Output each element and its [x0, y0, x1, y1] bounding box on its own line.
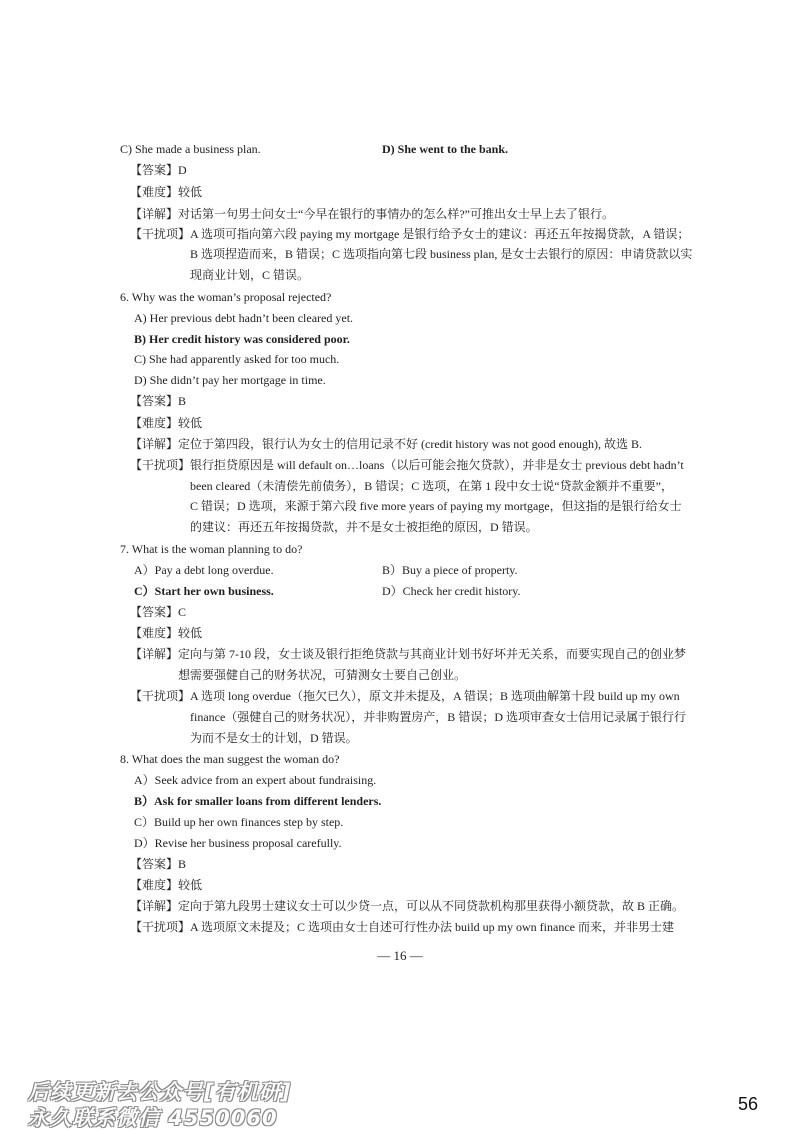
text-line: been cleared（未清偿先前债务），B 错误；C 选项，在第 1 段中女士说“贷款金额并不重要”，: [190, 479, 673, 493]
text-line: 【干扰项】A 选项原文未提及；C 选项由女士自述可行性办法 build up my own finance 而来，并非男士建: [130, 920, 674, 934]
text-line: C 错误；D 选项，来源于第六段 five more years of paying my mortgage，但这指的是银行给女士: [190, 499, 682, 513]
text-line: finance（强健自己的财务状况），并非购置房产，B 错误；D 选项审查女士信用记录属于银行行: [190, 710, 686, 724]
text-line: 6. Why was the woman’s proposal rejected?: [120, 290, 332, 304]
text-line: B) Her credit history was considered poor.: [134, 332, 350, 346]
text-line: 想需要强健自己的财务状况，可猜测女士要自己创业。: [178, 668, 467, 682]
text-line: A）Pay a debt long overdue.: [134, 563, 274, 577]
text-line: 7. What is the woman planning to do?: [120, 542, 303, 556]
text-line: D) She went to the bank.: [382, 142, 509, 156]
text-line: A) Her previous debt hadn’t been cleared yet.: [134, 311, 354, 325]
text-line: 的建议：再还五年按揭贷款，并不是女士被拒绝的原因，D 错误。: [190, 520, 538, 534]
text-line: 【难度】较低: [130, 185, 203, 199]
watermark-line-1: 后续更新去公众号[有机研]: [28, 1080, 292, 1104]
corner-page-number: 56: [738, 1094, 759, 1114]
text-line: 【干扰项】A 选项可指向第六段 paying my mortgage 是银行给予女士的建议：再还五年按揭贷款，A 错误；: [130, 227, 690, 241]
text-line: B）Buy a piece of property.: [382, 563, 518, 577]
text-line: 【详解】定向于第九段男士建议女士可以少贷一点，可以从不同贷款机构那里获得小额贷款，故 B 正确。: [130, 899, 685, 913]
text-line: D) She didn’t pay her mortgage in time.: [134, 373, 326, 387]
text-line: 8. What does the man suggest the woman do?: [120, 752, 340, 766]
watermark-line-2: 永久联系微信 4550060: [28, 1106, 278, 1130]
text-line: 为而不是女士的计划，D 错误。: [190, 731, 358, 745]
text-line: 【答案】B: [130, 857, 187, 871]
text-line: 【答案】D: [130, 163, 187, 177]
text-line: D）Revise her business proposal carefully.: [134, 836, 342, 850]
text-line: B 选项捏造而来，B 错误；C 选项指向第七段 business plan, 是女士去银行的原因：申请贷款以实: [190, 247, 693, 261]
text-line: 【干扰项】银行拒贷原因是 will default on…loans（以后可能会拖欠贷款），并非是女士 previous debt hadn’t: [130, 458, 684, 472]
text-line: 【详解】对话第一句男士问女士“今早在银行的事情办的怎么样?”可推出女士早上去了银行。: [130, 207, 614, 221]
text-line: 【详解】定向与第 7-10 段，女士谈及银行拒绝贷款与其商业计划书好坏并无关系，而要实现自己的创业梦: [130, 647, 687, 661]
page-number: — 16 —: [377, 948, 423, 963]
text-line: C）Start her own business.: [134, 584, 274, 598]
text-line: D）Check her credit history.: [382, 584, 521, 598]
text-line: 【答案】C: [130, 605, 187, 619]
text-line: 【难度】较低: [130, 626, 203, 640]
text-line: B）Ask for smaller loans from different lenders.: [134, 794, 382, 808]
text-line: C）Build up her own finances step by step.: [134, 815, 344, 829]
text-line: C) She made a business plan.: [120, 142, 261, 156]
text-line: 【答案】B: [130, 394, 187, 408]
text-line: 【难度】较低: [130, 416, 203, 430]
text-line: 现商业计划，C 错误。: [190, 268, 310, 282]
text-line: 【难度】较低: [130, 878, 203, 892]
text-line: A）Seek advice from an expert about fundraising.: [134, 773, 377, 787]
text-line: 【干扰项】A 选项 long overdue（拖欠已久），原文并未提及，A 错误；B 选项曲解第十段 build up my own: [130, 689, 680, 703]
text-line: C) She had apparently asked for too much.: [134, 352, 340, 366]
text-line: 【详解】定位于第四段，银行认为女士的信用记录不好 (credit history was not good enough), 故选 B.: [130, 437, 642, 451]
